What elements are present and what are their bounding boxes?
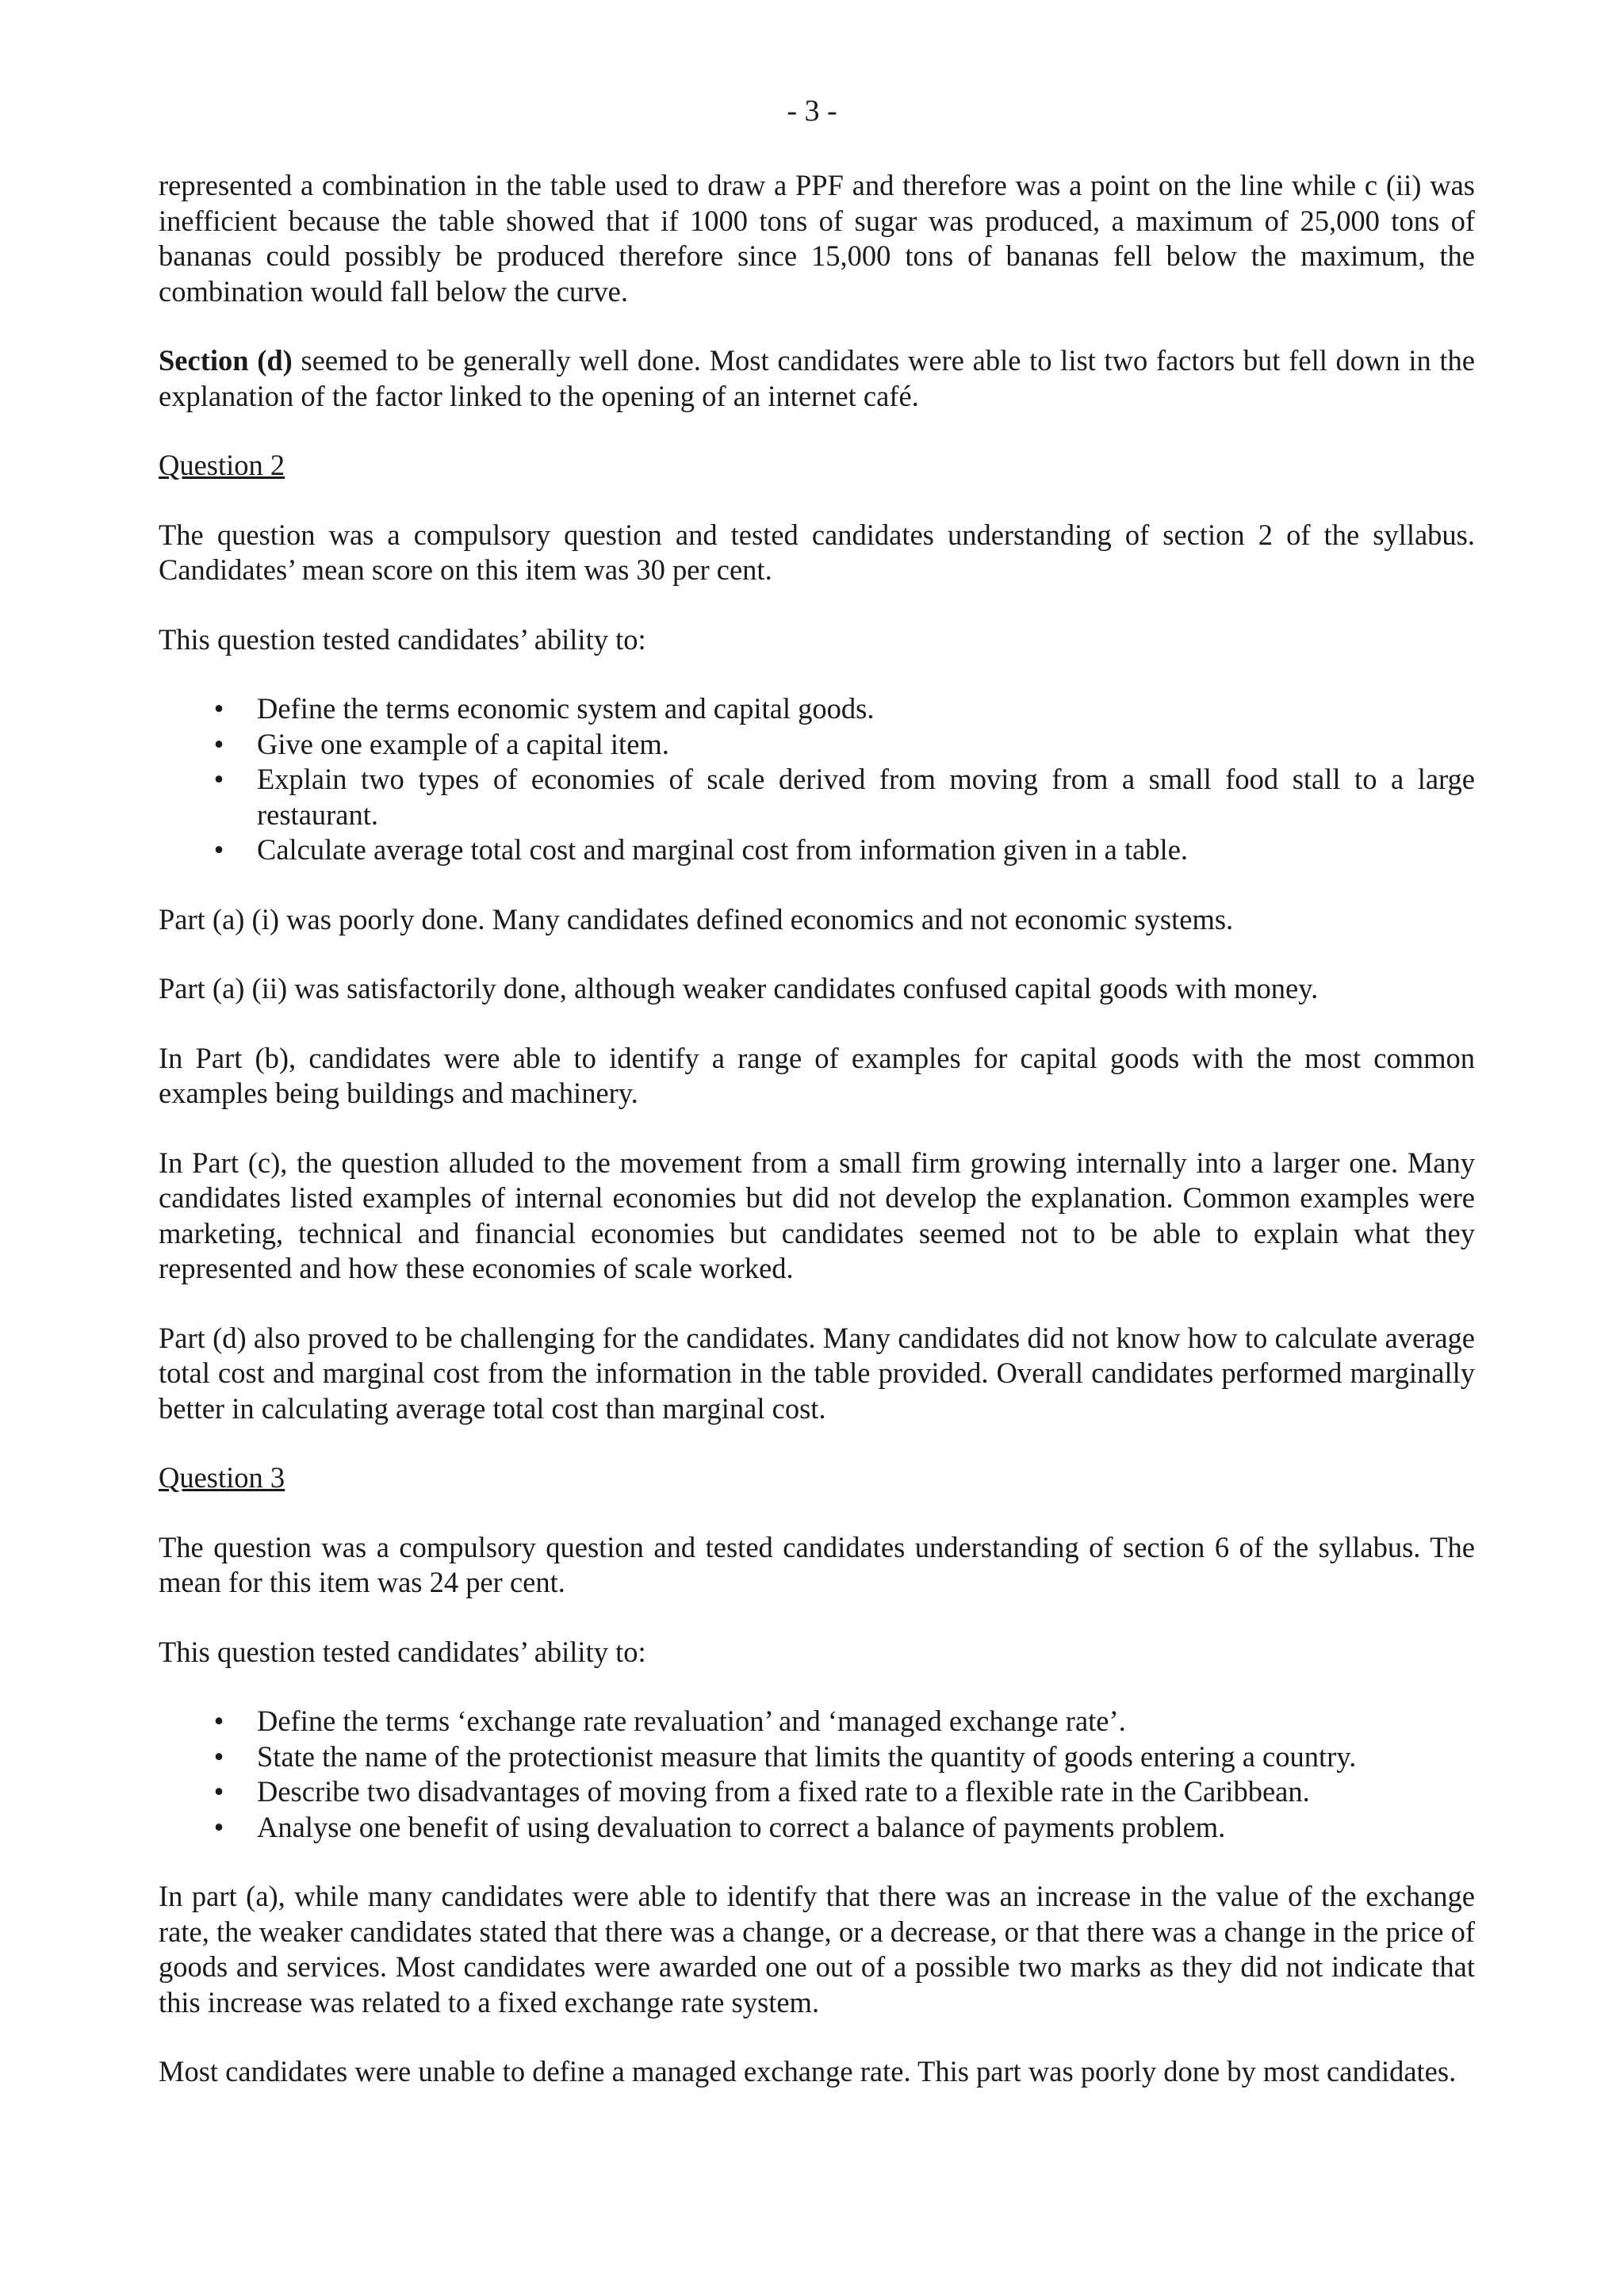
- bullet-icon: •: [213, 1705, 224, 1737]
- question-3-tested: This question tested candidates’ ability to:: [159, 1635, 646, 1668]
- list-item-text: Analyse one benefit of using devaluation to correct a balance of payments problem.: [257, 1810, 1226, 1843]
- bullet-icon: •: [213, 1810, 224, 1843]
- bullet-icon: •: [213, 833, 224, 866]
- list-item-text: Describe two disadvantages of moving from a fixed rate to a flexible rate in the Caribbean.: [257, 1775, 1310, 1808]
- section-d-label: Section (d): [159, 344, 293, 377]
- question-2-intro: The question was a compulsory question and tested candidates understanding of section 2 of the syllabus. Candidates’ mean score on this item was 30 per cent.: [159, 518, 1475, 586]
- section-d-paragraph: [159, 343, 1475, 414]
- list-item: [159, 1810, 1475, 1846]
- list-item-text: Define the terms ‘exchange rate revaluation’ and ‘managed exchange rate’.: [257, 1705, 1126, 1737]
- question-2-objectives: [159, 691, 1475, 868]
- question-2-heading: Question 2: [159, 449, 285, 481]
- question-3-heading: Question 3: [159, 1461, 285, 1494]
- question-3-part-a: In part (a), while many candidates were able to identify that there was an increase in the value of the exchange rate, the weaker candidates stated that there was a change, or a decrease, or that there was a change in the price of goods and services. Most candidates were awarded one out of a possible two marks as they did not indicate that this increase was related to a fixed exchange rate system.: [159, 1880, 1475, 2019]
- question-2-part-a-ii: Part (a) (ii) was satisfactorily done, although weaker candidates confused capital goods with money.: [159, 972, 1319, 1004]
- bullet-icon: •: [213, 1775, 224, 1808]
- list-item-text: Define the terms economic system and capital goods.: [257, 692, 875, 725]
- list-item: [159, 691, 1475, 727]
- question-3-objectives: [159, 1704, 1475, 1845]
- bullet-icon: •: [213, 692, 224, 725]
- list-item-text: Give one example of a capital item.: [257, 727, 669, 760]
- question-2-part-c: In Part (c), the question alluded to the movement from a small firm growing internally into a larger one. Many candidates listed examples of internal economies but did not develop the explanation. Common examples were marketing, technical and financial economies but candidates seemed not to be able to explain what they represented and how these economies of scale worked.: [159, 1146, 1475, 1284]
- question-2-part-a-i: Part (a) (i) was poorly done. Many candidates defined economics and not economic systems.: [159, 902, 1234, 936]
- list-item-text: State the name of the protectionist measure that limits the quantity of goods entering a country.: [257, 1739, 1357, 1773]
- bullet-icon: •: [213, 727, 224, 760]
- list-item: [159, 1774, 1475, 1810]
- bullet-icon: •: [213, 763, 224, 795]
- question-2-tested: This question tested candidates’ ability to:: [159, 622, 646, 656]
- question-3-intro: The question was a compulsory question and tested candidates understanding of section 6 of the syllabus. The mean for this item was 24 per cent.: [159, 1530, 1475, 1598]
- question-2-part-d: Part (d) also proved to be challenging for the candidates. Many candidates did not know how to calculate average total cost and marginal cost from the information in the table provided. Overall candidates performed marginally better in calculating average total cost than marginal cost.: [159, 1321, 1475, 1425]
- bullet-icon: •: [213, 1739, 224, 1773]
- list-item: [159, 1704, 1475, 1739]
- list-item: [159, 762, 1475, 832]
- list-item: [159, 1739, 1475, 1775]
- section-d-text: seemed to be generally well done. Most candidates were able to list two factors but fell down in the explanation of the factor linked to the opening of an internet café.: [159, 344, 1476, 412]
- report-body: [159, 168, 1475, 2090]
- question-2-part-b: In Part (b), candidates were able to identify a range of examples for capital goods with the most common examples being buildings and machinery.: [159, 1041, 1475, 1109]
- list-item: [159, 832, 1475, 868]
- list-item: [159, 727, 1475, 763]
- intro-continuation: represented a combination in the table used to draw a PPF and therefore was a point on the line while c (ii) was inefficient because the table showed that if 1000 tons of sugar was produced, a maximum of 25,000 tons of bananas could possibly be produced therefore since 15,000 tons of bananas fell below the maximum, the combination would fall below the curve.: [159, 169, 1475, 308]
- list-item-text: Calculate average total cost and marginal cost from information given in a table.: [257, 833, 1189, 866]
- list-item-text: Explain two types of economies of scale derived from moving from a small food stall to a large restaurant.: [257, 763, 1475, 831]
- page-number: - 3 -: [787, 94, 837, 128]
- question-3-managed-rate: Most candidates were unable to define a managed exchange rate. This part was poorly done by most candidates.: [159, 2055, 1457, 2087]
